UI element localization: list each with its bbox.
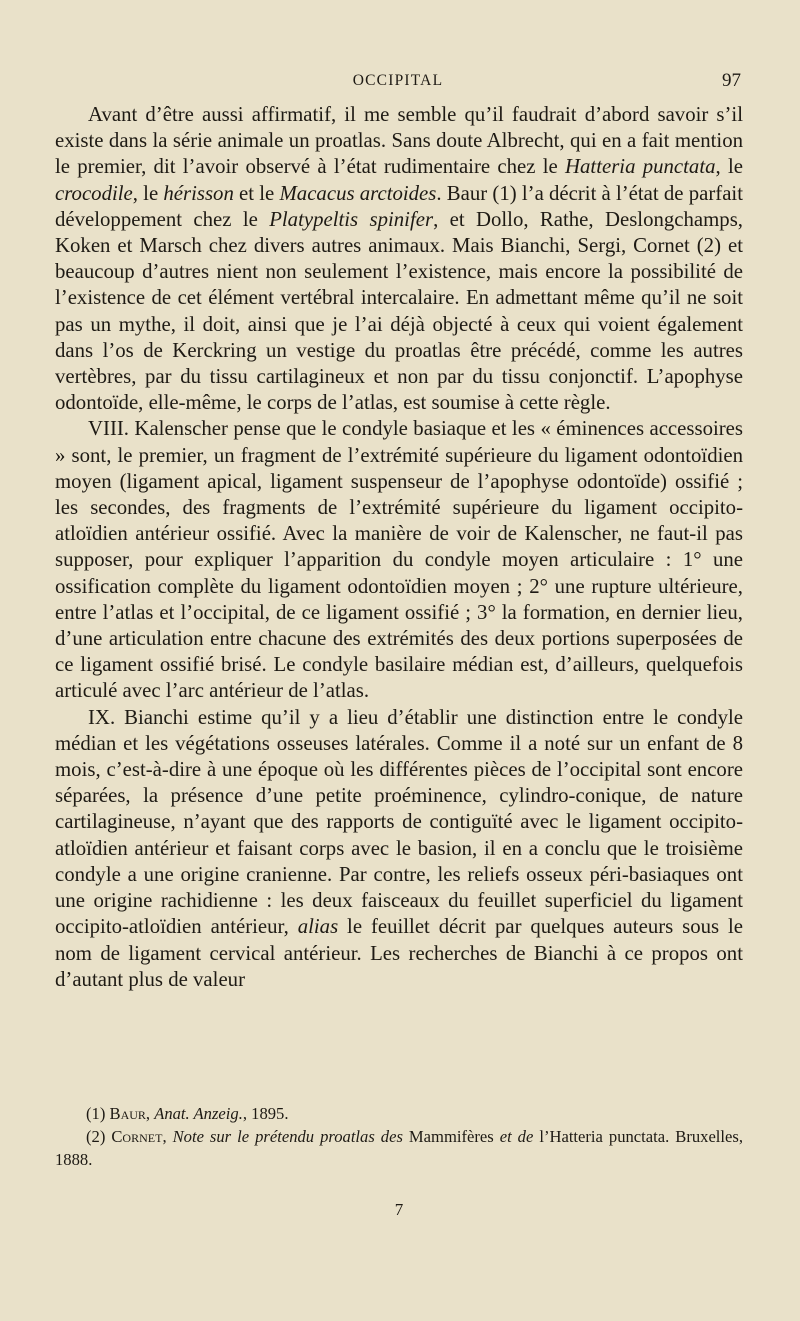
footnote-author: Cornet bbox=[111, 1127, 163, 1146]
footnote-author: Baur bbox=[109, 1104, 146, 1123]
paragraph-proatlas bbox=[55, 102, 743, 416]
footnote-title: Note sur le prétendu proatlas des bbox=[172, 1127, 403, 1146]
text-run: l’Hatteria punctata. Bruxelles, 1888. bbox=[55, 1127, 744, 1169]
footnote-title: et de bbox=[499, 1127, 534, 1146]
footnote-1 bbox=[55, 1102, 743, 1125]
italic-term: alias bbox=[297, 915, 339, 939]
text-run: Avant d’être aussi affirmatif, il me semble qu’il faudrait d’abord savoir s’il existe dans la série animale un proatlas. Sans doute Albrecht, qui en a fait mention le premier, dit l’avoir observé à l’état rudimentaire chez le bbox=[55, 103, 743, 179]
italic-term: Macacus arctoides bbox=[279, 181, 437, 205]
text-run: et le bbox=[233, 181, 280, 205]
footnote-number: (2) bbox=[86, 1127, 112, 1146]
text-run: le feuillet décrit par quelques auteurs sous le nom de ligament cervical antérieur. Les recherches de Bianchi à ce propos ont d’autant plus de valeur bbox=[55, 915, 743, 991]
italic-term: hérisson bbox=[163, 181, 234, 205]
text-run: , le bbox=[715, 155, 743, 179]
page-number: 97 bbox=[722, 70, 741, 91]
text-run: , le bbox=[132, 181, 164, 205]
signature-mark: 7 bbox=[394, 1200, 404, 1219]
text-run: , 1895. bbox=[242, 1104, 289, 1123]
footnote-2 bbox=[55, 1125, 743, 1171]
main-text bbox=[55, 102, 743, 993]
text-run: Mammifères bbox=[402, 1127, 500, 1146]
footnote-number: (1) bbox=[86, 1104, 110, 1123]
italic-term: Platypeltis spinifer bbox=[269, 207, 434, 231]
text-run: . Baur (1) l’a décrit à l’état de parfait développement chez le bbox=[55, 181, 743, 231]
paragraph-viii: VIII. Kalenscher pense que le condyle basiaque et les « éminences accessoires » sont, le premier, un fragment de l’extrémité supérieure du ligament odontoïdien moyen (ligament apical, ligament suspenseur de l’apophyse odontoïde) ossifié ; les secondes, des fragments de l’extrémité supérieure du ligament occipito-atloïdien antérieur ossifié. Avec la manière de voir de Kalenscher, ne faut-il pas supposer, pour expliquer l’apparition du condyle moyen articulaire : 1° une ossification complète du ligament odontoïdien moyen ; 2° une rupture ultérieure, entre l’atlas et l’occipital, de ce ligament ossifié ; 3° la formation, en dernier lieu, d’une articulation entre chacune des extrémités des deux portions superposées de ce ligament ossifié brisé. Le condyle basilaire médian est, d’ailleurs, quelquefois articulé avec l’arc antérieur de l’atlas. bbox=[55, 417, 743, 703]
italic-term: Hatteria punctata bbox=[565, 155, 716, 179]
footnote-journal: Anat. Anzeig. bbox=[154, 1104, 243, 1123]
text-run: , et Dollo, Rathe, Deslongchamps, Koken et Marsch chez divers autres animaux. Mais Bianchi, Sergi, Cornet (2) et beaucoup d’autres nient non seulement l’existence, mais encore la possibilité de l’existence de cet élément vertébral intercalaire. En admettant même qu’il ne soit pas un mythe, il doit, ainsi que je l’ai déjà objecté à ceux qui voient également dans l’os de Kerckring un vestige du proatlas être précédé, comme les autres vertèbres, par du tissu cartilagineux et non par du tissu conjonctif. L’apophyse odontoïde, elle-même, le corps de l’atlas, est soumise à cette règle. bbox=[55, 207, 743, 415]
paragraph-ix bbox=[55, 705, 743, 993]
running-title: OCCIPITAL bbox=[352, 72, 444, 89]
text-run: , bbox=[162, 1127, 173, 1146]
text-run: IX. Bianchi estime qu’il y a lieu d’établir une distinction entre le condyle médian et les végétations osseuses latérales. Comme il a noté sur un enfant de 8 mois, c’est-à-dire à une époque où les différentes pièces de l’occipital sont encore séparées, la présence d’une petite proéminence, cylindro-conique, de nature cartilagineuse, n’ayant que des rapports de contiguïté avec le ligament occipito-atloïdien antérieur et faisant corps avec le basion, il en a conclu que le troisième condyle a une origine cranienne. Par contre, les reliefs osseux péri-basiaques ont une origine rachidienne : les deux faisceaux du feuillet superficiel du ligament occipito-atloïdien antérieur, bbox=[55, 705, 743, 939]
footnotes bbox=[55, 1102, 743, 1171]
page-header bbox=[55, 72, 741, 96]
text-run: , bbox=[145, 1104, 155, 1123]
italic-term: crocodile bbox=[55, 181, 133, 205]
